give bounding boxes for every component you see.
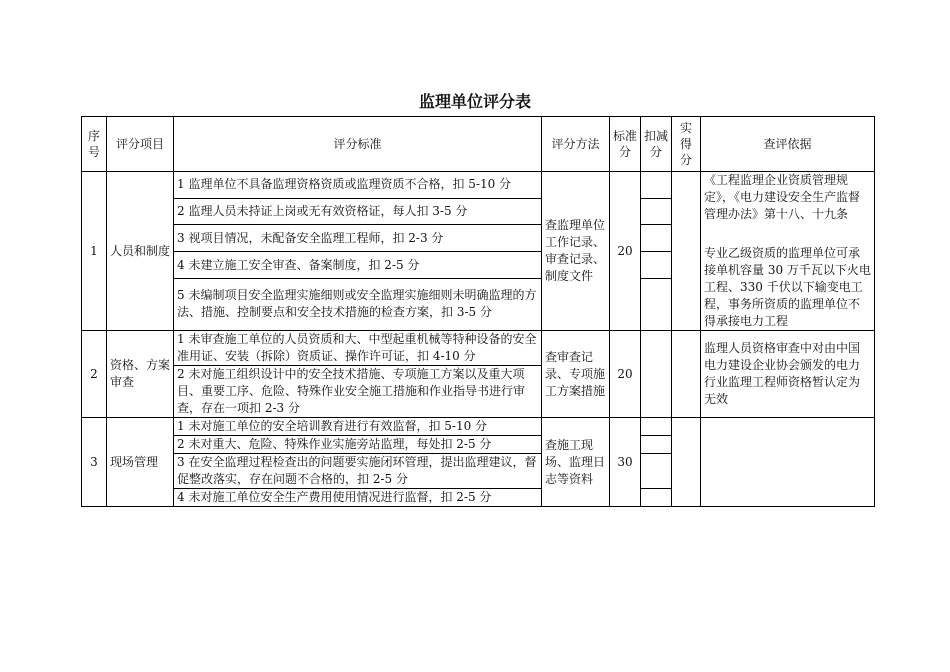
method-cell: 查监理单位工作记录、审查记录、制度文件 bbox=[542, 172, 610, 331]
criteria-cell: 2 未对施工组织设计中的安全技术措施、专项施工方案以及重大项目、重要工序、危险、特殊作业安全施工措施和作业指导书进行审查，存在一项扣 2-3 分 bbox=[174, 366, 542, 418]
header-no: 序号 bbox=[82, 117, 107, 172]
header-deduct: 扣减分 bbox=[641, 117, 672, 172]
actual-score-cell[interactable] bbox=[672, 418, 701, 507]
page-title: 监理单位评分表 bbox=[418, 92, 531, 111]
deduct-cell[interactable] bbox=[641, 225, 672, 252]
method-cell: 查审查记录、专项施工方案措施 bbox=[542, 331, 610, 418]
header-item: 评分项目 bbox=[107, 117, 174, 172]
header-standard: 标准分 bbox=[610, 117, 641, 172]
standard-score: 20 bbox=[610, 172, 641, 331]
standard-score: 20 bbox=[610, 331, 641, 418]
criteria-cell: 2 监理人员未持证上岗或无有效资格证，每人扣 3-5 分 bbox=[174, 198, 542, 225]
deduct-cell[interactable] bbox=[641, 454, 672, 489]
deduct-cell[interactable] bbox=[641, 331, 672, 418]
header-actual: 实得分 bbox=[672, 117, 701, 172]
basis-text: 监理人员资格审查中对由中国电力建设企业协会颁发的电力行业监理工程师资格暂认定为无效 bbox=[704, 341, 861, 406]
actual-score-cell[interactable] bbox=[672, 172, 701, 331]
header-row bbox=[82, 117, 875, 172]
section-number: 1 bbox=[82, 172, 107, 331]
section-item: 人员和制度 bbox=[107, 172, 174, 331]
table-row bbox=[82, 418, 875, 436]
section-number: 3 bbox=[82, 418, 107, 507]
criteria-cell: 5 未编制项目安全监理实施细则或安全监理实施细则未明确监理的方法、措施、控制要点和安全技术措施的检查方案，扣 3-5 分 bbox=[174, 278, 542, 330]
standard-score: 30 bbox=[610, 418, 641, 507]
deduct-cell[interactable] bbox=[641, 489, 672, 507]
section-item: 资格、方案审查 bbox=[107, 331, 174, 418]
criteria-cell: 4 未建立施工安全审查、备案制度，扣 2-5 分 bbox=[174, 252, 542, 279]
basis-text: 《工程监理企业资质管理规定》，《电力建设安全生产监督管理办法》第十八、十九条 bbox=[704, 173, 861, 221]
deduct-cell[interactable] bbox=[641, 252, 672, 279]
method-cell: 查施工现场、监理日志等资料 bbox=[542, 418, 610, 507]
criteria-cell: 2 未对重大、危险、特殊作业实施旁站监理，每处扣 2-5 分 bbox=[174, 436, 542, 454]
header-basis: 查评依据 bbox=[701, 117, 875, 172]
table-row bbox=[82, 331, 875, 366]
basis-cell bbox=[701, 418, 875, 507]
criteria-cell: 4 未对施工单位安全生产费用使用情况进行监督，扣 2-5 分 bbox=[174, 489, 542, 507]
basis-cell bbox=[701, 331, 875, 418]
criteria-cell: 1 监理单位不具备监理资格资质或监理资质不合格，扣 5-10 分 bbox=[174, 172, 542, 199]
section-number: 2 bbox=[82, 331, 107, 418]
criteria-cell: 3 视项目情况，未配备安全监理工程师，扣 2-3 分 bbox=[174, 225, 542, 252]
deduct-cell[interactable] bbox=[641, 198, 672, 225]
deduct-cell[interactable] bbox=[641, 418, 672, 436]
scoring-table bbox=[81, 116, 875, 507]
table-row bbox=[82, 172, 875, 199]
header-criteria: 评分标准 bbox=[174, 117, 542, 172]
header-method: 评分方法 bbox=[542, 117, 610, 172]
basis-cell bbox=[701, 172, 875, 331]
deduct-cell[interactable] bbox=[641, 278, 672, 330]
section-item: 现场管理 bbox=[107, 418, 174, 507]
deduct-cell[interactable] bbox=[641, 172, 672, 199]
criteria-cell: 3 在安全监理过程检查出的问题要实施闭环管理，提出监理建议，督促整改落实，存在问题不合格的，扣 2-5 分 bbox=[174, 454, 542, 489]
deduct-cell[interactable] bbox=[641, 436, 672, 454]
criteria-cell: 1 未审查施工单位的人员资质和大、中型起重机械等特种设备的安全准用证、安装（拆除）资质证、操作许可证，扣 4-10 分 bbox=[174, 331, 542, 366]
criteria-cell: 1 未对施工单位的安全培训教育进行有效监督，扣 5-10 分 bbox=[174, 418, 542, 436]
actual-score-cell[interactable] bbox=[672, 331, 701, 418]
basis-text: 专业乙级资质的监理单位可承接单机容量 30 万千瓦以下火电工程、330 千伏以下输变电工程，事务所资质的监理单位不得承接电力工程 bbox=[704, 246, 871, 328]
